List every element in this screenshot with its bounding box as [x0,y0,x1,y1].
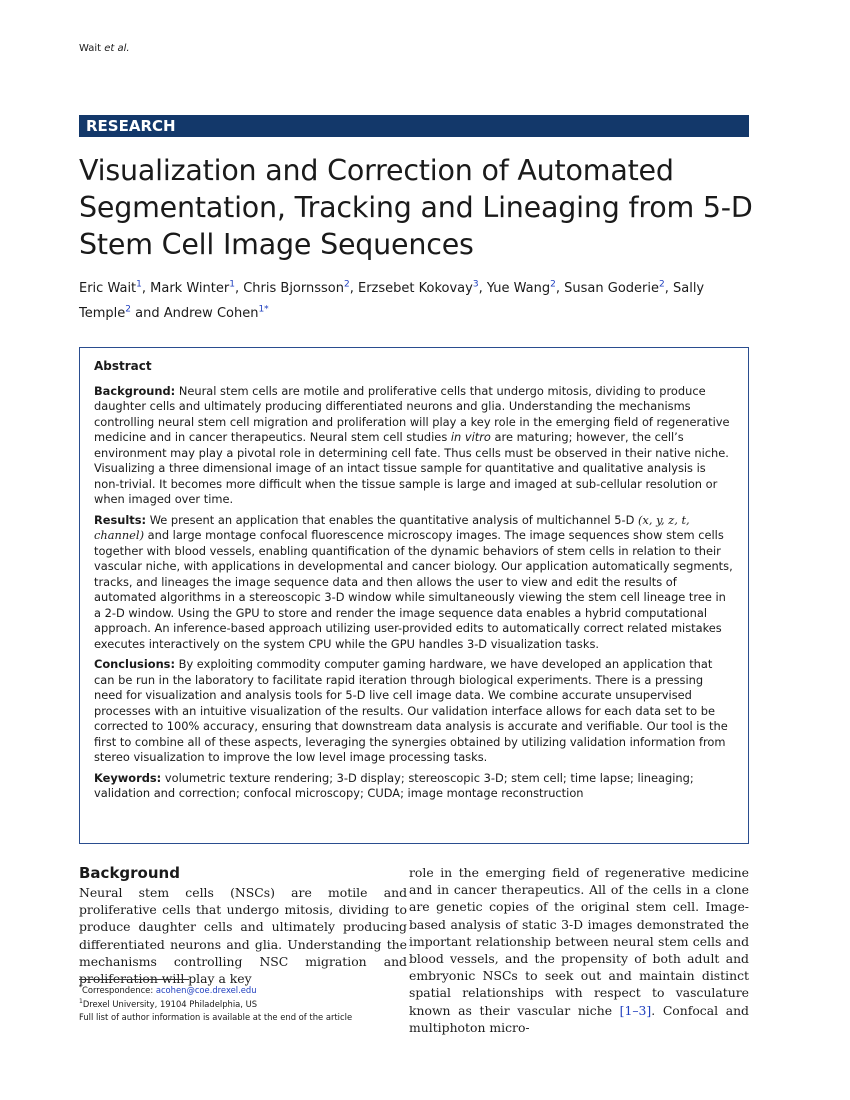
author-list [79,275,759,324]
running-head-author: Wait [79,43,102,54]
running-head [79,43,130,54]
author: Chris Bjornsson$^2$, [243,280,358,297]
author-affiliation-link[interactable]: 2 [343,280,350,290]
author: Sally Temple$^2$ and [79,281,705,321]
footnote-full-list: Full list of author information is available at the end of the article [79,1011,353,1022]
body-column-left [79,864,407,987]
author-affiliation-link[interactable]: 1* [258,304,269,315]
section-heading-background: Background [79,864,180,882]
section-label-bar [79,115,749,137]
footnote-rule [79,979,189,980]
author: Mark Winter$^1$, [150,280,244,297]
running-head-etal: et al. [104,43,130,54]
abstract-keywords: Keywords: volumetric texture rendering; 3-D display; stereoscopic 3-D; stem cell; time lapse; lineaging; validation and correction; confocal microscopy; CUDA; image montage reconstruction [94,770,694,800]
author-affiliation-link[interactable]: 2 [550,280,556,290]
citation-link[interactable]: [1–3] [619,1002,652,1018]
email-link[interactable]: acohen@coe.drexel.edu [155,984,257,995]
section-label: RESEARCH [86,117,176,135]
abstract-conclusions: Conclusions: By exploiting commodity computer gaming hardware, we have developed an application that can be run in the laboratory to facilitate rapid iteration through biological experiments. There is a pressing need for visualization and analysis tools for 5-D live cell image data. We combine accurate unsupervised processes with an intuitive visualization of the results. Our validation interface allows for each data set to be corrected to 100% accuracy, ensuring that downstream data analysis is accurate and verifiable. Our tool is the first to combine all of these aspects, leveraging the synergies obtained by utilizing validation information from stereo visualization to improve the low level image processing tasks. [94,657,728,764]
abstract-box [79,347,749,844]
abstract-results: Results: We present an application that enables the quantitative analysis of multichannel 5-D (x, y, z, t, channel) and large montage confocal fluorescence microscopy images. The image sequences show stem cells together with blood vessels, enabling quantification of the dynamic behaviors of stem cells in relation to their vascular niche, with applications in developmental and cancer biology. Our application automatically segments, tracks, and lineages the image sequence data and then allows the user to view and edit the results of automated algorithms in a stereoscopic 3-D window while simultaneously viewing the stem cell lineage tree in a 2-D window. Using the GPU to store and render the image sequence data enables a hybrid computational approach. An inference-based approach utilizing user-provided edits to automatically correct related mistakes executes interactively on the system CPU while the GPU handles 3-D visualization tasks. [94,512,733,651]
author: Erzsebet Kokovay$^3$, [357,280,487,297]
footnote-affiliation: $^1$Drexel University, 19104 Philadelphia, US [79,998,258,1010]
author-affiliation-link[interactable]: 2 [125,304,131,315]
abstract-heading: Abstract [94,359,152,373]
author: Yue Wang$^2$, [486,280,565,297]
body-column-right: role in the emerging field of regenerative medicine and in cancer therapeutics. All of the cells in a clone are genetic copies of the original stem cell. Image-based analysis of static 3-D images demonstrated the important relationship between neural stem cells and blood vessels, and the propensity of both adult and embryonic NSCs to seek out and maintain distinct spatial relationships with respect to vasculature known as their vascular niche [1–3]. Confocal and multiphoton micro- [409,865,749,1035]
author: Susan Goderie$^2$, [564,280,673,297]
paper-title: Visualization and Correction of Automated Segmentation, Tracking and Lineaging from 5-D Stem Cell Image Sequences [79,154,753,261]
author-affiliation-link[interactable]: 3 [472,280,479,290]
author: Eric Wait$^1$, [79,280,151,297]
body-paragraph: role in the emerging field of regenerative medicine and in cancer therapeutics. All of the cells in a clone are genetic copies of the original stem cell. Image-based analysis of static 3-D images demonstrated the important relationship between neural stem cells and blood vessels, and the propensity of both adult and embryonic NSCs to seek out and maintain distinct spatial relationships with respect to vasculature known as their vascular niche [409,865,749,1018]
abstract-background: Background: Neural stem cells are motile and proliferative cells that undergo mitosis, dividing to produce daughter cells and ultimately producing differentiated neurons and glia. Understanding the mechanisms controlling neural stem cell migration and proliferation will play a key role in the emerging field of regenerative medicine and in cancer therapeutics. Neural stem cell studies in vitro are maturing; however, the cell’s environment may play a pivotal role in determining cell fate. Thus cells must be observed in their native niche. Visualizing a three dimensional image of an intact tissue sample for quantitative and qualitative analysis is non-trivial. It becomes more difficult when the tissue sample is large and imaged at sub-cellular resolution or when imaged over time. [94,383,730,506]
body-paragraph: Neural stem cells (NSCs) are motile and proliferative cells that undergo mitosis, dividing to produce daughter cells and ultimately producing differentiated neurons and glia. Understanding the mechanisms controlling NSC migration and proliferation will play a key [79,885,407,987]
footnotes [79,982,409,1023]
author-affiliation-link[interactable]: 2 [658,280,665,290]
author-affiliation-link[interactable]: 1 [229,280,235,290]
math-expression: (x, y, z, t, channel) [94,512,690,542]
footnote-correspondence: *Correspondence: acohen@coe.drexel.edu [79,984,257,995]
author-affiliation-link[interactable]: 1 [136,280,142,290]
author: Andrew Cohen$^{1*}$ [163,304,269,321]
